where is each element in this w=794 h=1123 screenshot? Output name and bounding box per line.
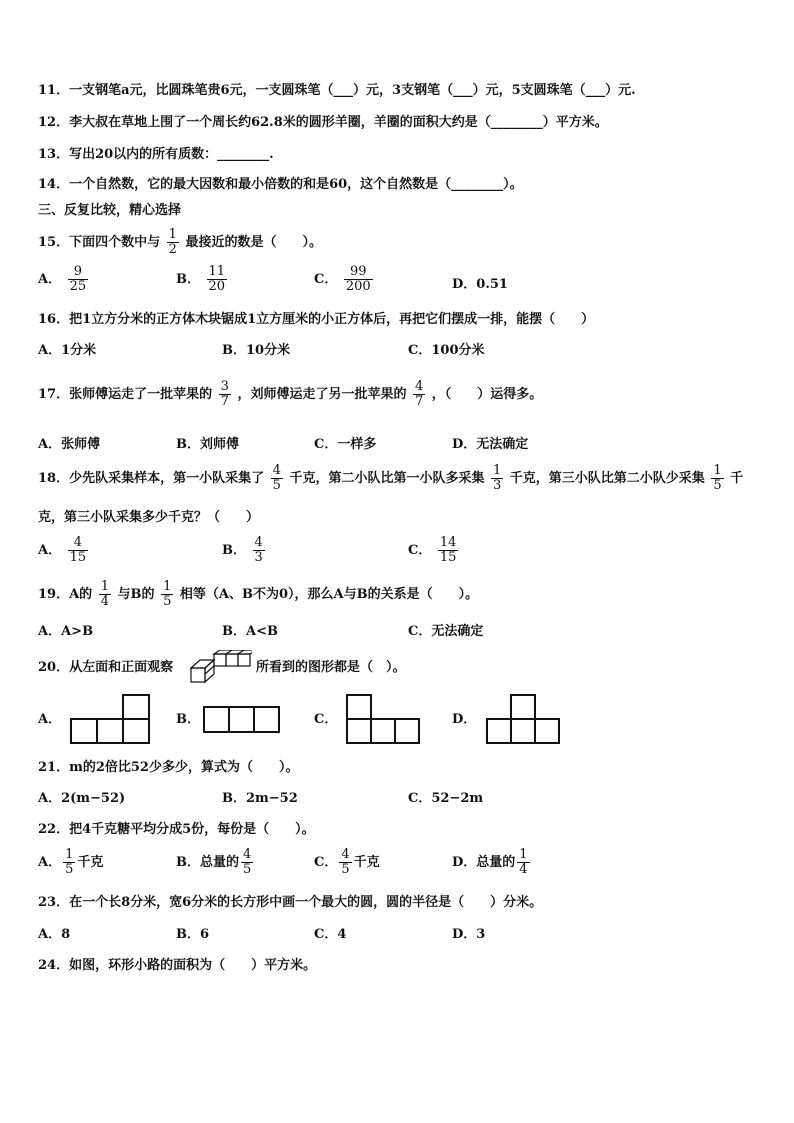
numerator: 1 <box>168 227 177 242</box>
q19-fraction-2 <box>161 580 173 609</box>
q18-mid-1: 千克，第二小队比第一小队多采集 <box>289 471 485 486</box>
q21-option-c[interactable]: C．52−2m <box>408 791 484 806</box>
q19-post: 相等（A、B不为0），那么A与B的关系是（ ）。 <box>179 587 479 602</box>
q15-fraction <box>167 228 179 257</box>
q19-option-c[interactable]: C．无法确定 <box>408 624 484 639</box>
denominator: 15 <box>439 550 457 565</box>
question-11: 11．一支钢笔a元，比圆珠笔贵6元，一支圆珠笔（___）元，3支钢笔（___）元，5支圆珠笔（___）元. <box>38 83 636 98</box>
question-12: 12．李大叔在草地上围了一个周长约62.8米的圆形羊圈，羊圈的面积大约是（________）平方米。 <box>38 115 608 130</box>
q15-post: 最接近的数是（ ）。 <box>185 235 322 250</box>
numerator: 1 <box>100 579 109 594</box>
q18-fraction-1 <box>271 464 283 493</box>
denominator: 2 <box>168 242 177 257</box>
denominator: 3 <box>492 478 502 493</box>
q19-mid: 与B的 <box>117 587 155 602</box>
q15-option-c[interactable] <box>314 265 375 294</box>
numerator: 3 <box>220 379 229 394</box>
question-21: 21．m的2倍比52少多少，算式为（ ）。 <box>38 760 299 775</box>
q23-option-d[interactable]: D．3 <box>452 927 486 942</box>
q23-option-c[interactable]: C．4 <box>314 927 347 942</box>
option-label: A． <box>38 272 62 287</box>
denominator: 15 <box>69 550 87 565</box>
q20-option-d[interactable]: D． <box>452 712 477 727</box>
q19-option-a[interactable]: A．A>B <box>38 624 94 639</box>
question-24: 24．如图，环形小路的面积为（ ）平方米。 <box>38 958 317 973</box>
q18-fraction-2 <box>491 464 503 493</box>
denominator: 5 <box>272 478 281 493</box>
q15-option-a[interactable] <box>38 265 90 294</box>
denominator: 25 <box>69 279 87 294</box>
numerator: 11 <box>208 264 226 279</box>
q15-option-d[interactable]: D．0.51 <box>452 277 508 292</box>
numerator: 4 <box>243 847 252 862</box>
option-label: B．总量的 <box>176 855 239 870</box>
question-17 <box>38 380 542 409</box>
q20-figure-a <box>70 693 150 745</box>
q17-option-b[interactable]: B．刘师傅 <box>176 437 239 452</box>
q19-fraction-1 <box>99 580 111 609</box>
q19-option-b[interactable]: B．A<B <box>222 624 278 639</box>
q15-pre: 15．下面四个数中与 <box>38 235 161 250</box>
q20-option-a[interactable]: A． <box>38 712 62 727</box>
question-18 <box>38 464 743 493</box>
question-23: 23．在一个长8分米，宽6分米的长方形中画一个最大的圆，圆的半径是（ ）分米。 <box>38 895 543 910</box>
q22-option-d[interactable] <box>452 848 532 877</box>
question-18-line-2: 克，第三小队采集多少千克？（ ） <box>38 510 260 525</box>
numerator: 99 <box>344 265 373 280</box>
q18-option-b[interactable] <box>222 536 267 565</box>
question-15 <box>38 228 322 257</box>
q20-option-b[interactable]: B． <box>176 712 200 727</box>
q17-pre: 17．张师傅运走了一批苹果的 <box>38 387 213 402</box>
option-label: C． <box>408 543 432 558</box>
option-label: B． <box>176 272 200 287</box>
q18-fraction-3 <box>711 464 723 493</box>
numerator: 4 <box>272 463 281 478</box>
numerator: 14 <box>439 535 457 550</box>
q22-option-a[interactable] <box>38 848 103 877</box>
q18-post: 千 <box>730 471 744 486</box>
q17-post: ，（ ）运得多。 <box>431 387 543 402</box>
q22-option-c[interactable] <box>314 848 380 877</box>
q17-option-a[interactable]: A．张师傅 <box>38 437 101 452</box>
denominator: 3 <box>254 550 263 565</box>
q20-option-c[interactable]: C． <box>314 712 338 727</box>
q20-post: 所看到的图形都是（ ）。 <box>256 660 406 675</box>
denominator: 7 <box>414 394 424 409</box>
numerator: 1 <box>163 579 172 594</box>
q21-option-b[interactable]: B．2m−52 <box>222 791 298 806</box>
q17-mid: ，刘师傅运走了另一批苹果的 <box>237 387 407 402</box>
q19-pre: 19．A的 <box>38 587 93 602</box>
numerator: 9 <box>68 265 89 280</box>
denominator: 5 <box>163 594 172 609</box>
option-suffix: 千克 <box>77 855 104 870</box>
denominator: 7 <box>220 394 229 409</box>
question-19 <box>38 580 478 609</box>
question-13: 13．写出20以内的所有质数：________. <box>38 147 274 162</box>
q18-mid-2: 千克，第三小队比第二小队少采集 <box>509 471 705 486</box>
q16-option-c[interactable]: C．100分米 <box>408 343 485 358</box>
option-label: B． <box>222 543 246 558</box>
q20-figure-b <box>203 706 281 734</box>
numerator: 4 <box>254 535 263 550</box>
question-22: 22．把4千克糖平均分成5份，每份是（ ）。 <box>38 822 315 837</box>
q23-option-b[interactable]: B．6 <box>176 927 210 942</box>
denominator: 200 <box>345 279 371 294</box>
q20-figure-d <box>486 693 562 745</box>
q22-option-b[interactable] <box>176 848 255 877</box>
cube-stack-figure <box>190 650 252 684</box>
denominator: 5 <box>243 862 252 877</box>
q18-pre: 18．少先队采集样本，第一小队采集了 <box>38 471 265 486</box>
q17-fraction-2 <box>413 380 425 409</box>
q23-option-a[interactable]: A．8 <box>38 927 71 942</box>
denominator: 5 <box>713 478 722 493</box>
numerator: 1 <box>519 847 528 862</box>
q18-option-c[interactable] <box>408 536 460 565</box>
numerator: 4 <box>68 536 89 551</box>
q20-pre: 20．从左面和正面观察 <box>38 660 174 675</box>
denominator: 4 <box>519 862 528 877</box>
q18-option-a[interactable] <box>38 536 90 565</box>
q21-option-a[interactable]: A．2(m−52) <box>38 791 126 806</box>
denominator: 5 <box>65 862 74 877</box>
numerator: 1 <box>713 463 722 478</box>
denominator: 4 <box>100 594 109 609</box>
q16-option-a[interactable]: A．1分米 <box>38 343 97 358</box>
option-label: A． <box>38 855 62 870</box>
q15-option-b[interactable] <box>176 265 229 294</box>
option-label: D．总量的 <box>452 855 516 870</box>
denominator: 20 <box>208 279 226 294</box>
option-label: C． <box>314 855 338 870</box>
question-14: 14．一个自然数，它的最大因数和最小倍数的和是60，这个自然数是（________）。 <box>38 177 523 192</box>
numerator: 1 <box>492 463 502 478</box>
q17-fraction-1 <box>219 380 231 409</box>
q17-option-c[interactable]: C．一样多 <box>314 437 377 452</box>
denominator: 5 <box>341 862 350 877</box>
q20-figure-c <box>346 693 422 745</box>
option-label: C． <box>314 272 338 287</box>
section-heading-3: 三、反复比较，精心选择 <box>38 203 182 218</box>
option-label: A． <box>38 543 62 558</box>
q16-option-b[interactable]: B．10分米 <box>222 343 291 358</box>
numerator: 4 <box>414 379 424 394</box>
numerator: 1 <box>65 847 74 862</box>
option-suffix: 千克 <box>353 855 380 870</box>
question-16: 16．把1立方分米的正方体木块锯成1立方厘米的小正方体后，再把它们摆成一排，能摆（ ） <box>38 312 595 327</box>
numerator: 4 <box>341 847 350 862</box>
q17-option-d[interactable]: D．无法确定 <box>452 437 529 452</box>
question-20 <box>38 660 173 676</box>
